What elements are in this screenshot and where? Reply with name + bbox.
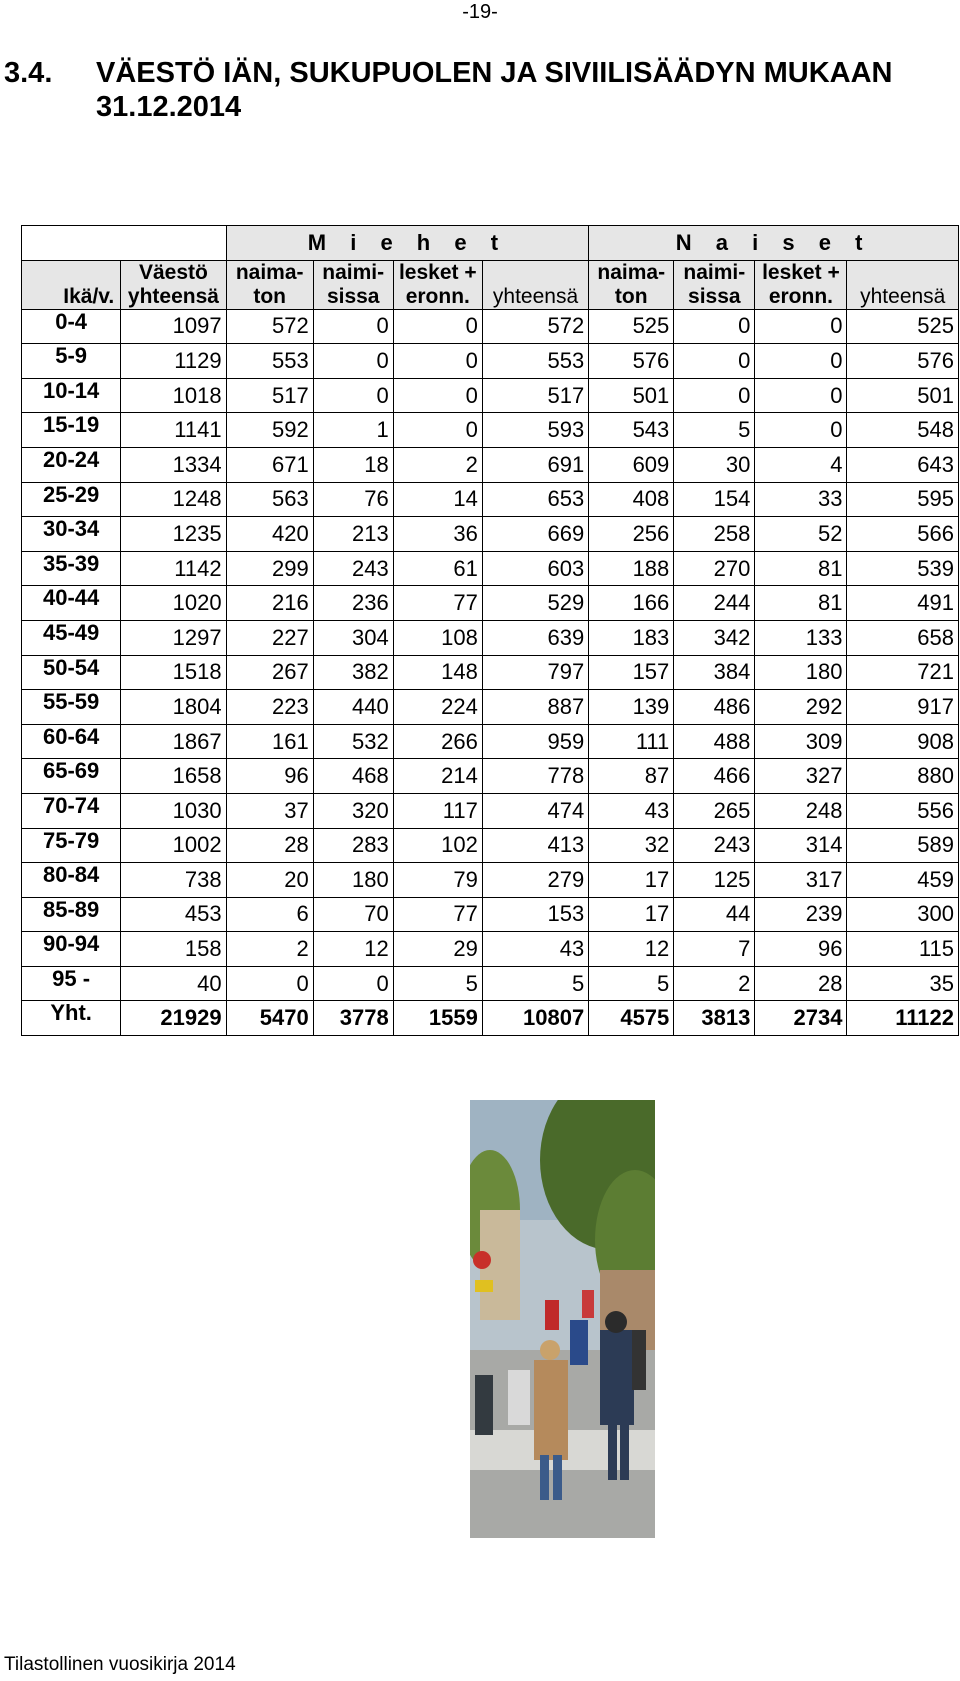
value-cell: 0 [226,966,313,1001]
value-cell: 517 [482,378,588,413]
value-cell: 236 [313,586,393,621]
table-row [22,517,959,552]
value-cell: 1248 [121,482,226,517]
value-cell: 17 [589,897,674,932]
table-row [22,482,959,517]
value-cell: 563 [226,482,313,517]
value-cell: 81 [755,586,847,621]
value-cell: 468 [313,759,393,794]
table-row [22,413,959,448]
women-group-header: N a i s e t [589,226,959,261]
age-group-cell: 15-19 [22,413,121,448]
value-cell: 258 [674,517,755,552]
value-cell: 81 [755,551,847,586]
value-cell: 453 [121,897,226,932]
value-cell: 1297 [121,620,226,655]
value-cell: 299 [226,551,313,586]
value-cell: 0 [674,309,755,344]
value-cell: 1020 [121,586,226,621]
value-cell: 0 [313,378,393,413]
value-cell: 183 [589,620,674,655]
women-married-header: naimi- sissa [674,260,755,309]
men-married-header: naimi- sissa [313,260,393,309]
value-cell: 413 [482,828,588,863]
value-cell: 223 [226,690,313,725]
value-cell: 32 [589,828,674,863]
value-cell: 180 [313,863,393,898]
age-group-cell: Yht. [22,1001,121,1036]
value-cell: 1030 [121,793,226,828]
value-cell: 1 [313,413,393,448]
value-cell: 1518 [121,655,226,690]
value-cell: 300 [847,897,959,932]
value-cell: 239 [755,897,847,932]
value-cell: 609 [589,447,674,482]
value-cell: 265 [674,793,755,828]
men-unmarried-header: naima- ton [226,260,313,309]
value-cell: 2 [226,932,313,967]
value-cell: 669 [482,517,588,552]
value-cell: 887 [482,690,588,725]
value-cell: 11122 [847,1001,959,1036]
value-cell: 227 [226,620,313,655]
value-cell: 6 [226,897,313,932]
table-body [22,309,959,1035]
value-cell: 279 [482,863,588,898]
value-cell: 466 [674,759,755,794]
value-cell: 576 [847,344,959,379]
value-cell: 309 [755,724,847,759]
table-row [22,793,959,828]
age-group-cell: 70-74 [22,793,121,828]
value-cell: 908 [847,724,959,759]
value-cell: 880 [847,759,959,794]
value-cell: 0 [393,378,482,413]
value-cell: 1142 [121,551,226,586]
value-cell: 342 [674,620,755,655]
table-row [22,551,959,586]
value-cell: 0 [393,309,482,344]
value-cell: 1559 [393,1001,482,1036]
value-cell: 14 [393,482,482,517]
population-table [21,225,959,1036]
value-cell: 553 [226,344,313,379]
age-group-cell: 30-34 [22,517,121,552]
table-row [22,932,959,967]
value-cell: 10807 [482,1001,588,1036]
age-group-cell: 35-39 [22,551,121,586]
value-cell: 79 [393,863,482,898]
value-cell: 440 [313,690,393,725]
value-cell: 572 [482,309,588,344]
women-widowed-divorced-header: lesket + eronn. [755,260,847,309]
table-row [22,655,959,690]
value-cell: 256 [589,517,674,552]
value-cell: 1129 [121,344,226,379]
value-cell: 40 [121,966,226,1001]
value-cell: 188 [589,551,674,586]
value-cell: 738 [121,863,226,898]
value-cell: 320 [313,793,393,828]
value-cell: 21929 [121,1001,226,1036]
value-cell: 0 [755,378,847,413]
value-cell: 532 [313,724,393,759]
value-cell: 1235 [121,517,226,552]
value-cell: 28 [226,828,313,863]
value-cell: 501 [847,378,959,413]
value-cell: 382 [313,655,393,690]
total-row [22,1001,959,1036]
value-cell: 548 [847,413,959,448]
age-group-cell: 5-9 [22,344,121,379]
age-group-cell: 45-49 [22,620,121,655]
page-number: -19- [462,1,498,23]
value-cell: 180 [755,655,847,690]
men-group-header: M i e h e t [226,226,589,261]
age-group-cell: 60-64 [22,724,121,759]
table-row [22,724,959,759]
value-cell: 111 [589,724,674,759]
value-cell: 96 [755,932,847,967]
value-cell: 43 [589,793,674,828]
value-cell: 556 [847,793,959,828]
value-cell: 266 [393,724,482,759]
value-cell: 33 [755,482,847,517]
value-cell: 603 [482,551,588,586]
table-row [22,344,959,379]
value-cell: 525 [589,309,674,344]
value-cell: 1141 [121,413,226,448]
value-cell: 133 [755,620,847,655]
age-group-cell: 90-94 [22,932,121,967]
age-group-cell: 95 - [22,966,121,1001]
value-cell: 491 [847,586,959,621]
value-cell: 639 [482,620,588,655]
value-cell: 327 [755,759,847,794]
value-cell: 0 [313,309,393,344]
age-group-cell: 50-54 [22,655,121,690]
value-cell: 572 [226,309,313,344]
value-cell: 314 [755,828,847,863]
value-cell: 102 [393,828,482,863]
value-cell: 5470 [226,1001,313,1036]
street-crowd-photo [470,1100,655,1538]
value-cell: 543 [589,413,674,448]
value-cell: 35 [847,966,959,1001]
value-cell: 154 [674,482,755,517]
value-cell: 797 [482,655,588,690]
value-cell: 721 [847,655,959,690]
value-cell: 37 [226,793,313,828]
value-cell: 5 [482,966,588,1001]
value-cell: 70 [313,897,393,932]
group-header-row [22,226,959,261]
value-cell: 0 [755,413,847,448]
value-cell: 488 [674,724,755,759]
table-row [22,966,959,1001]
value-cell: 486 [674,690,755,725]
page-title [4,56,893,124]
men-total-header: yhteensä [482,260,588,309]
value-cell: 317 [755,863,847,898]
value-cell: 778 [482,759,588,794]
value-cell: 525 [847,309,959,344]
value-cell: 384 [674,655,755,690]
table-row [22,828,959,863]
age-group-cell: 55-59 [22,690,121,725]
value-cell: 589 [847,828,959,863]
value-cell: 1867 [121,724,226,759]
value-cell: 420 [226,517,313,552]
age-group-cell: 25-29 [22,482,121,517]
value-cell: 553 [482,344,588,379]
value-cell: 44 [674,897,755,932]
value-cell: 270 [674,551,755,586]
value-cell: 517 [226,378,313,413]
value-cell: 216 [226,586,313,621]
value-cell: 283 [313,828,393,863]
value-cell: 125 [674,863,755,898]
value-cell: 0 [393,344,482,379]
value-cell: 3778 [313,1001,393,1036]
value-cell: 213 [313,517,393,552]
women-total-header: yhteensä [847,260,959,309]
value-cell: 671 [226,447,313,482]
section-number: 3.4. [4,57,53,89]
value-cell: 4575 [589,1001,674,1036]
age-group-cell: 20-24 [22,447,121,482]
value-cell: 1097 [121,309,226,344]
table-row [22,863,959,898]
value-cell: 2 [393,447,482,482]
value-cell: 17 [589,863,674,898]
value-cell: 529 [482,586,588,621]
table-row [22,690,959,725]
value-cell: 459 [847,863,959,898]
value-cell: 29 [393,932,482,967]
value-cell: 76 [313,482,393,517]
value-cell: 643 [847,447,959,482]
value-cell: 96 [226,759,313,794]
value-cell: 115 [847,932,959,967]
value-cell: 5 [589,966,674,1001]
table-row [22,897,959,932]
value-cell: 691 [482,447,588,482]
value-cell: 1804 [121,690,226,725]
value-cell: 20 [226,863,313,898]
value-cell: 408 [589,482,674,517]
value-cell: 87 [589,759,674,794]
value-cell: 1002 [121,828,226,863]
value-cell: 77 [393,586,482,621]
value-cell: 243 [674,828,755,863]
table-row [22,378,959,413]
value-cell: 117 [393,793,482,828]
value-cell: 2 [674,966,755,1001]
value-cell: 108 [393,620,482,655]
value-cell: 653 [482,482,588,517]
value-cell: 158 [121,932,226,967]
value-cell: 0 [755,344,847,379]
value-cell: 501 [589,378,674,413]
value-cell: 539 [847,551,959,586]
value-cell: 0 [393,413,482,448]
table-row [22,309,959,344]
table-row [22,447,959,482]
value-cell: 43 [482,932,588,967]
value-cell: 0 [674,378,755,413]
value-cell: 148 [393,655,482,690]
value-cell: 1334 [121,447,226,482]
age-group-cell: 10-14 [22,378,121,413]
age-group-cell: 75-79 [22,828,121,863]
value-cell: 576 [589,344,674,379]
value-cell: 3813 [674,1001,755,1036]
value-cell: 1658 [121,759,226,794]
value-cell: 36 [393,517,482,552]
table-row [22,620,959,655]
value-cell: 139 [589,690,674,725]
women-unmarried-header: naima- ton [589,260,674,309]
value-cell: 2734 [755,1001,847,1036]
value-cell: 4 [755,447,847,482]
value-cell: 0 [313,966,393,1001]
value-cell: 52 [755,517,847,552]
value-cell: 12 [589,932,674,967]
population-total-header: Väestö yhteensä [121,260,226,309]
value-cell: 0 [313,344,393,379]
section-date: 31.12.2014 [96,91,242,123]
value-cell: 7 [674,932,755,967]
value-cell: 267 [226,655,313,690]
value-cell: 28 [755,966,847,1001]
value-cell: 5 [674,413,755,448]
value-cell: 0 [755,309,847,344]
value-cell: 1018 [121,378,226,413]
value-cell: 153 [482,897,588,932]
table-row [22,759,959,794]
value-cell: 244 [674,586,755,621]
footer-text: Tilastollinen vuosikirja 2014 [4,1654,236,1675]
value-cell: 0 [674,344,755,379]
value-cell: 248 [755,793,847,828]
value-cell: 917 [847,690,959,725]
value-cell: 592 [226,413,313,448]
section-title: VÄESTÖ IÄN, SUKUPUOLEN JA SIVIILISÄÄDYN MUKAAN [96,57,893,89]
age-group-cell: 65-69 [22,759,121,794]
value-cell: 214 [393,759,482,794]
value-cell: 595 [847,482,959,517]
age-group-cell: 40-44 [22,586,121,621]
value-cell: 5 [393,966,482,1001]
column-header-row [22,260,959,309]
value-cell: 658 [847,620,959,655]
table-row [22,586,959,621]
value-cell: 18 [313,447,393,482]
value-cell: 593 [482,413,588,448]
value-cell: 166 [589,586,674,621]
value-cell: 292 [755,690,847,725]
age-group-cell: 80-84 [22,863,121,898]
value-cell: 161 [226,724,313,759]
value-cell: 61 [393,551,482,586]
value-cell: 224 [393,690,482,725]
value-cell: 30 [674,447,755,482]
value-cell: 304 [313,620,393,655]
age-column-header: Ikä/v. [22,260,121,309]
value-cell: 474 [482,793,588,828]
value-cell: 12 [313,932,393,967]
age-group-cell: 0-4 [22,309,121,344]
value-cell: 566 [847,517,959,552]
value-cell: 959 [482,724,588,759]
value-cell: 77 [393,897,482,932]
value-cell: 243 [313,551,393,586]
men-widowed-divorced-header: lesket + eronn. [393,260,482,309]
age-group-cell: 85-89 [22,897,121,932]
value-cell: 157 [589,655,674,690]
